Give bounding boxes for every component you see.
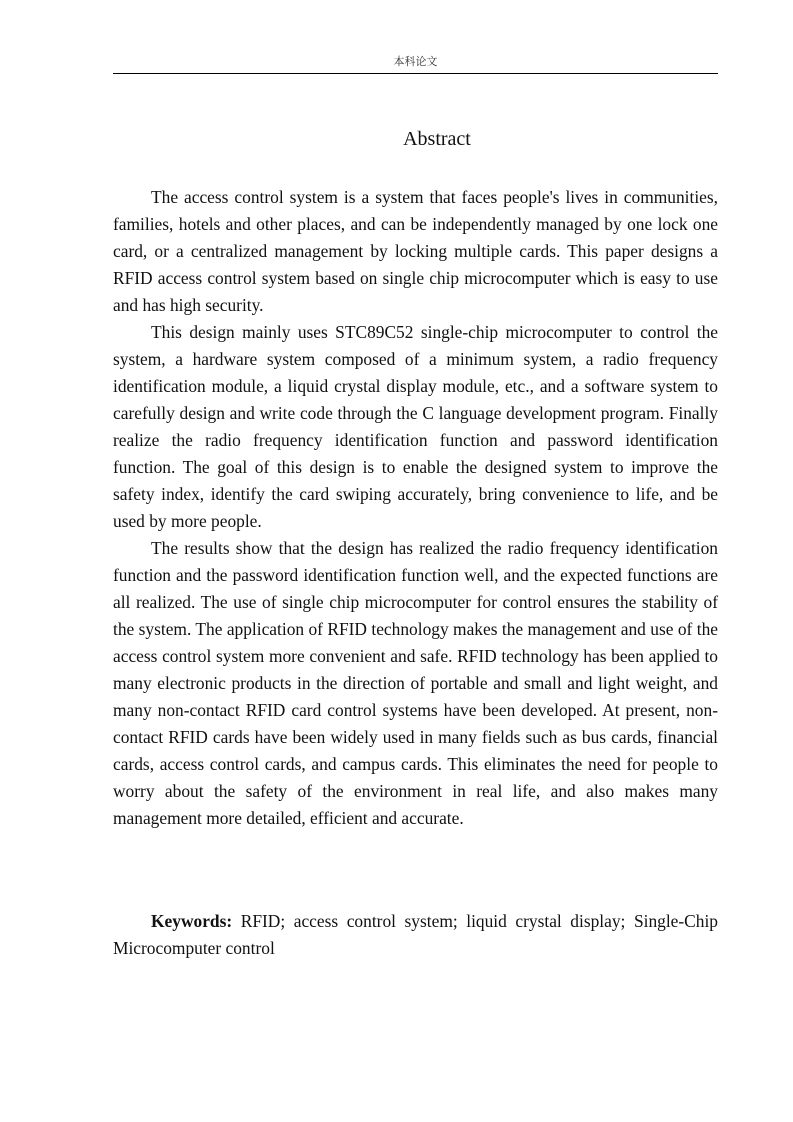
abstract-body <box>113 184 718 832</box>
keywords-text: RFID; access control system; liquid crystal display; Single-Chip Microcomputer control <box>113 911 718 958</box>
keywords-line <box>113 908 718 962</box>
header-rule <box>113 73 718 74</box>
keywords-label: Keywords: <box>151 911 233 931</box>
abstract-paragraph-2: This design mainly uses STC89C52 single-chip microcomputer to control the system, a hardware system composed of a minimum system, a radio frequency identification module, a liquid crystal display module, etc., and a software system to carefully design and write code through the C language development program. Finally realize the radio frequency identification function and password identification function. The goal of this design is to enable the designed system to improve the safety index, identify the card swiping accurately, bring convenience to life, and be used by more people. <box>113 322 718 531</box>
abstract-title: Abstract <box>403 128 471 150</box>
running-header: 本科论文 <box>393 56 438 68</box>
abstract-paragraph-3: The results show that the design has realized the radio frequency identification function and the password identification function well, and the expected functions are all realized. The use of single chip microcomputer for control ensures the stability of the system. The application of RFID technology makes the management and use of the access control system more convenient and safe. RFID technology has been applied to many electronic products in the direction of portable and small and light weight, and many non-contact RFID card control systems have been developed. At present, non-contact RFID cards have been widely used in many fields such as bus cards, financial cards, access control cards, and campus cards. This eliminates the need for people to worry about the safety of the environment in real life, and also makes many management more detailed, efficient and accurate. <box>113 538 718 828</box>
abstract-paragraph-1: The access control system is a system that faces people's lives in communities, families, hotels and other places, and can be independently managed by one lock one card, or a centralized management by locking multiple cards. This paper designs a RFID access control system based on single chip microcomputer which is easy to use and has high security. <box>113 187 718 315</box>
